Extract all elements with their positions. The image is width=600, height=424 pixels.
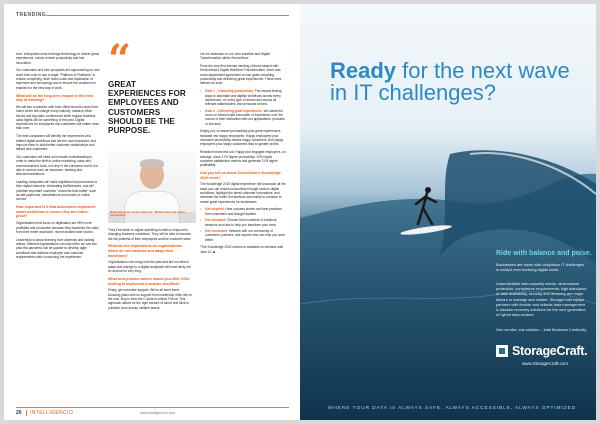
article-paragraph: Firstly, get executive support. We've all been there. Amazing plans with no support from leadership often die on the vine. Buy-in from the C-suite is critical. Period. This approach allows for the right mixture of carrot and stick to prioritise work across multiple teams. bbox=[108, 288, 192, 310]
ad-body-intro: Businesses are faced with ubiquitous IT challenges in today's ever-evolving digital world. bbox=[496, 262, 585, 273]
article-paragraph: ever, enterprises must leverage technology to deliver great experiences, unlock remote productivity and fuel innovation. bbox=[16, 52, 99, 65]
article-paragraph: They'll be faster to adjust operating models to respond to changing business conditions. They will be able to harness the full potential of their employees and the customer base. bbox=[108, 228, 192, 241]
ad-body-closing: One vendor, one solution – total Business Continuity. bbox=[496, 327, 587, 332]
quote-mark-icon: “ bbox=[108, 36, 132, 83]
article-paragraph: Leadership is about learning from adversity and looking ahead. Talented organisations can lead when we can see past this pandemic will be quicker to develop agile workflows that address employee and customer requirements while consuming the experience. bbox=[16, 237, 97, 259]
bullet-label: Goal 2 – Delivering great experiences: bbox=[205, 108, 263, 113]
bullet-list bbox=[200, 207, 286, 241]
storagecraft-logo bbox=[496, 344, 587, 358]
article-subheading: What best practice advice would you offer CIOs looking to implement a smarter workflow? bbox=[108, 276, 190, 286]
article-paragraph: Our customers and new prospects are approaching us now more than ever to use a single "Platform of Platforms" to reduce complexity, drive down costs and duplication of expenses and technology and to ensure the workforce is enabled for the new way of work. bbox=[16, 68, 100, 90]
article-paragraph: We will see a massive shift from office bound to work from home which will change every industry, massive office blocks and big sales conferences while regular business class flights will be something of the past. Digital experiences for employees and customers will matter more than ever. bbox=[16, 104, 100, 131]
ad-subheading: Ride with balance and poise. bbox=[496, 250, 592, 257]
bullet-item bbox=[200, 109, 286, 126]
bullet-label: Goal 1 – Unlocking productivity: bbox=[205, 89, 254, 94]
bullet-list bbox=[200, 89, 286, 126]
footer-separator bbox=[26, 410, 27, 416]
pull-quote: GREAT EXPERIENCES FOR EMPLOYEES AND CUSTOMERS SHOULD BE THE PURPOSE. bbox=[108, 80, 186, 136]
article-column-3 bbox=[200, 52, 286, 258]
bullet-item bbox=[200, 207, 286, 216]
article-subheading: What will be the long-term impact of this new way of working? bbox=[16, 93, 94, 103]
article-paragraph: From the very first internal meeting of those tasked with ServiceNow's Digital Workflow Transformation, there was cross-department agreement on two goals unlocking productivity and delivering great experiences. These were defined as such: bbox=[200, 64, 282, 86]
article-paragraph: Organisations that focus on digitisation are 26% more profitable and productive because they maximise the value from their entire workforce, recent studies have shown. bbox=[16, 221, 99, 234]
article-column-1 bbox=[16, 52, 100, 263]
ad-website-link[interactable]: www.StorageCraft.com bbox=[522, 361, 569, 366]
bullet-text: Choose from hundreds of breakout sessions and labs to help you transform your work. bbox=[205, 218, 277, 227]
magazine-brand: INTELLIGENCIO bbox=[30, 410, 74, 416]
ad-body-main: Unpredictable data capacity needs; ransomware protection; compliance requirements; high standards of data availability, security and recovery are major factors to manage and master. StorageCraft equips partners with flexible and reliable data management & disaster recovery solutions for the next generation of hybrid data centres. bbox=[496, 281, 587, 318]
article-paragraph: The Knowledge 2020 digital experience will showcase all the ways you can unlock productivity through modern digital workflows, highlight the latest customer innovations, and celebrate the entire ServiceNow community to continue to create great experiences for businesses. bbox=[200, 182, 286, 204]
article-subheading: How important is it that businesses implement smart workflows to ensure they are future-proof? bbox=[16, 205, 96, 219]
storagecraft-logo-icon bbox=[496, 345, 508, 357]
article-subheading: What are the implications for organisations which do not reassess and adapt their workflows? bbox=[108, 244, 182, 258]
advertisement-page bbox=[300, 4, 596, 420]
bullet-text: Hear success stories and best practices from customers and thought leaders. bbox=[205, 207, 282, 216]
article-paragraph: *The Knowledge 2020 content is available on demand until June 10. ■ bbox=[200, 245, 283, 254]
article-column-2 bbox=[108, 228, 192, 313]
section-label: TRENDING bbox=[16, 12, 47, 18]
article-paragraph: Simply put, increased productivity plus great experiences translate into happy employees. Happy employees plus increased productivity means happy customers. And happy employees plus happy customers lead to greater profits. bbox=[200, 129, 284, 147]
ad-headline-rest: for the next wave in IT challenges? bbox=[330, 58, 570, 105]
section-rule bbox=[46, 15, 289, 16]
bullet-text: Network with our community of customers, partners, and experts who can help you work better. bbox=[205, 229, 285, 242]
bullet-item bbox=[200, 218, 286, 227]
bullet-item bbox=[200, 229, 286, 242]
photo-caption: Mark Ackerman, Senior Director - Middle East and Africa, ServiceNow bbox=[110, 210, 186, 218]
article-paragraph: Let me elaborate on our own workflow and Digital Transformation within ServiceNow. bbox=[200, 52, 270, 61]
magazine-website: www.intelligentcio.com bbox=[140, 411, 176, 415]
article-paragraph: Our customers will need an innovate understanding in order to make the shift to online marketing, sales and communications tools, not only in the consumer world, but also in sectors such as insurance, banking and telecommunications. bbox=[16, 155, 98, 177]
bullet-item bbox=[200, 89, 286, 106]
bullet-text: We wanted to focus on what people encounter or experience over the course of their interaction with our applications, products or services. bbox=[205, 108, 285, 126]
bullet-label: Get connected: bbox=[205, 229, 229, 233]
storagecraft-logo-text: StorageCraft. bbox=[512, 344, 588, 358]
article-paragraph: Research bears this out. Happy and engaged employees, on average, show 17% higher productivity, 10% higher customer satisfaction metrics and generate 21% higher profitability. bbox=[200, 150, 286, 168]
ad-headline-bold: Ready bbox=[330, 58, 397, 83]
footer-rule bbox=[16, 407, 289, 408]
article-paragraph: Organisations who hang onto the past and are not able to adapt and change to a digital workplace will most likely not be around for very long. bbox=[108, 260, 191, 274]
article-paragraph: Leading companies will make significant improvements to their digital channels, eliminating inefficiencies, and will prioritise important customer "moments that matter" such as late payments, cancellations and moves to online service. bbox=[16, 180, 98, 202]
bullet-text: This means finding ways to automate and digitise workflows across every department, on every type of device and across all relevant stakeholders, and personas served. bbox=[205, 89, 282, 107]
article-paragraph: The best companies will identify the experiences and related digital workflows that are the most important, and improve them to build better customer relationships and attract new customers. bbox=[16, 134, 96, 152]
page-number: 20 bbox=[16, 410, 22, 416]
bullet-label: Get inspired: bbox=[205, 207, 225, 212]
ad-headline bbox=[330, 60, 580, 104]
bullet-label: Get educated: bbox=[205, 218, 227, 223]
article-page bbox=[4, 4, 300, 420]
article-subheading: Can you tell us about ServiceNow's Knowledge 2020 event? bbox=[200, 170, 281, 180]
ad-tagline: WHERE YOUR DATA IS ALWAYS SAFE, ALWAYS ACCESSIBLE, ALWAYS OPTIMIZED bbox=[328, 406, 576, 411]
